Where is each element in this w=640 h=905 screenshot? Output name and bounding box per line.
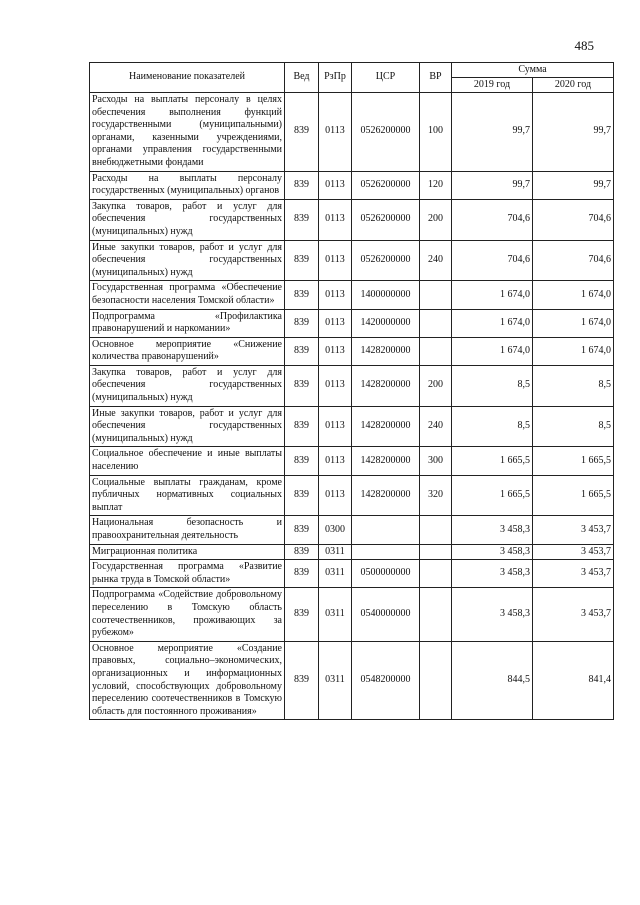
table-row <box>90 171 614 199</box>
cell-sum-2019: 8,5 <box>452 406 533 447</box>
cell-rzpr: 0113 <box>319 337 352 365</box>
cell-vr: 200 <box>420 365 452 406</box>
cell-ved: 839 <box>285 171 319 199</box>
cell-vr: 320 <box>420 475 452 516</box>
table-row <box>90 641 614 720</box>
table-row <box>90 281 614 309</box>
cell-ved: 839 <box>285 365 319 406</box>
cell-name: Иные закупки товаров, работ и услуг для обеспечения государственных (муниципальных) нужд <box>90 240 285 281</box>
cell-sum-2020: 704,6 <box>533 199 614 240</box>
cell-sum-2019: 3 458,3 <box>452 516 533 544</box>
cell-ved: 839 <box>285 93 319 172</box>
cell-rzpr: 0113 <box>319 365 352 406</box>
cell-rzpr: 0113 <box>319 240 352 281</box>
cell-sum-2020: 99,7 <box>533 93 614 172</box>
cell-vr <box>420 281 452 309</box>
table-row <box>90 309 614 337</box>
cell-csr: 1428200000 <box>352 337 420 365</box>
cell-ved: 839 <box>285 281 319 309</box>
cell-csr: 1428200000 <box>352 475 420 516</box>
cell-vr <box>420 516 452 544</box>
cell-vr <box>420 588 452 641</box>
cell-sum-2020: 1 665,5 <box>533 475 614 516</box>
cell-sum-2020: 3 453,7 <box>533 516 614 544</box>
cell-name: Основное мероприятие «Создание правовых, социально–экономических, организационных и информационных условий, способствующих добровольному переселению соотечественников в Томскую область для постоянного проживания» <box>90 641 285 720</box>
cell-name: Государственная программа «Обеспечение безопасности населения Томской области» <box>90 281 285 309</box>
cell-sum-2019: 844,5 <box>452 641 533 720</box>
cell-ved: 839 <box>285 560 319 588</box>
cell-vr: 200 <box>420 199 452 240</box>
page-number: 485 <box>574 38 594 53</box>
cell-rzpr: 0113 <box>319 475 352 516</box>
cell-rzpr: 0113 <box>319 447 352 475</box>
cell-csr <box>352 516 420 544</box>
cell-vr: 300 <box>420 447 452 475</box>
cell-ved: 839 <box>285 309 319 337</box>
cell-csr: 0540000000 <box>352 588 420 641</box>
table-row <box>90 240 614 281</box>
cell-rzpr: 0113 <box>319 93 352 172</box>
table-row <box>90 588 614 641</box>
cell-sum-2019: 3 458,3 <box>452 544 533 560</box>
header-csr: ЦСР <box>352 63 420 93</box>
cell-vr <box>420 309 452 337</box>
cell-csr: 0526200000 <box>352 199 420 240</box>
cell-sum-2020: 8,5 <box>533 406 614 447</box>
header-vr: ВР <box>420 63 452 93</box>
cell-vr <box>420 544 452 560</box>
header-name: Наименование показателей <box>90 63 285 93</box>
header-2020: 2020 год <box>533 78 614 93</box>
header-rzpr: РзПр <box>319 63 352 93</box>
cell-sum-2020: 704,6 <box>533 240 614 281</box>
header-2019: 2019 год <box>452 78 533 93</box>
table-row <box>90 337 614 365</box>
cell-name: Социальное обеспечение и иные выплаты населению <box>90 447 285 475</box>
cell-ved: 839 <box>285 475 319 516</box>
cell-name: Социальные выплаты гражданам, кроме публичных нормативных социальных выплат <box>90 475 285 516</box>
cell-name: Расходы на выплаты персоналу в целях обеспечения выполнения функций государственными (муниципальными) органами, казенными учреждениями, органами управления государственными внебюджетными фондами <box>90 93 285 172</box>
cell-csr: 1420000000 <box>352 309 420 337</box>
cell-name: Закупка товаров, работ и услуг для обеспечения государственных (муниципальных) нужд <box>90 199 285 240</box>
cell-csr: 1400000000 <box>352 281 420 309</box>
cell-rzpr: 0113 <box>319 309 352 337</box>
cell-ved: 839 <box>285 337 319 365</box>
cell-sum-2020: 3 453,7 <box>533 560 614 588</box>
header-sum: Сумма <box>452 63 614 78</box>
cell-name: Подпрограмма «Содействие добровольному переселению в Томскую область соотечественников, проживающих за рубежом» <box>90 588 285 641</box>
cell-vr: 240 <box>420 240 452 281</box>
cell-ved: 839 <box>285 447 319 475</box>
table-header <box>90 63 614 93</box>
cell-rzpr: 0311 <box>319 641 352 720</box>
cell-sum-2020: 1 674,0 <box>533 337 614 365</box>
budget-table <box>89 62 614 720</box>
cell-name: Расходы на выплаты персоналу государственных (муниципальных) органов <box>90 171 285 199</box>
cell-csr <box>352 544 420 560</box>
cell-csr: 0526200000 <box>352 93 420 172</box>
cell-csr: 0500000000 <box>352 560 420 588</box>
cell-sum-2019: 99,7 <box>452 171 533 199</box>
cell-sum-2020: 3 453,7 <box>533 588 614 641</box>
table-body <box>90 93 614 720</box>
cell-vr: 240 <box>420 406 452 447</box>
cell-sum-2019: 1 665,5 <box>452 447 533 475</box>
cell-sum-2019: 704,6 <box>452 199 533 240</box>
cell-csr: 1428200000 <box>352 447 420 475</box>
table-row <box>90 406 614 447</box>
cell-csr: 0526200000 <box>352 171 420 199</box>
cell-rzpr: 0311 <box>319 544 352 560</box>
cell-name: Государственная программа «Развитие рынка труда в Томской области» <box>90 560 285 588</box>
cell-ved: 839 <box>285 641 319 720</box>
cell-sum-2020: 1 674,0 <box>533 281 614 309</box>
table-row <box>90 365 614 406</box>
cell-rzpr: 0113 <box>319 281 352 309</box>
cell-rzpr: 0311 <box>319 560 352 588</box>
cell-csr: 1428200000 <box>352 406 420 447</box>
cell-name: Национальная безопасность и правоохранительная деятельность <box>90 516 285 544</box>
cell-sum-2019: 3 458,3 <box>452 588 533 641</box>
cell-sum-2020: 1 665,5 <box>533 447 614 475</box>
cell-csr: 1428200000 <box>352 365 420 406</box>
cell-rzpr: 0311 <box>319 588 352 641</box>
cell-ved: 839 <box>285 406 319 447</box>
cell-ved: 839 <box>285 240 319 281</box>
cell-sum-2019: 1 665,5 <box>452 475 533 516</box>
cell-ved: 839 <box>285 516 319 544</box>
cell-name: Подпрограмма «Профилактика правонарушений и наркомании» <box>90 309 285 337</box>
header-ved: Вед <box>285 63 319 93</box>
cell-name: Основное мероприятие «Снижение количества правонарушений» <box>90 337 285 365</box>
table-row <box>90 516 614 544</box>
cell-sum-2020: 841,4 <box>533 641 614 720</box>
table-row <box>90 447 614 475</box>
table-row <box>90 199 614 240</box>
table-row <box>90 560 614 588</box>
cell-name: Иные закупки товаров, работ и услуг для обеспечения государственных (муниципальных) нужд <box>90 406 285 447</box>
cell-rzpr: 0113 <box>319 171 352 199</box>
cell-sum-2019: 704,6 <box>452 240 533 281</box>
cell-sum-2020: 3 453,7 <box>533 544 614 560</box>
cell-sum-2019: 1 674,0 <box>452 337 533 365</box>
table-row <box>90 475 614 516</box>
cell-sum-2019: 1 674,0 <box>452 309 533 337</box>
cell-rzpr: 0300 <box>319 516 352 544</box>
cell-ved: 839 <box>285 544 319 560</box>
cell-ved: 839 <box>285 199 319 240</box>
cell-name: Закупка товаров, работ и услуг для обеспечения государственных (муниципальных) нужд <box>90 365 285 406</box>
cell-ved: 839 <box>285 588 319 641</box>
cell-csr: 0526200000 <box>352 240 420 281</box>
table-row <box>90 93 614 172</box>
cell-csr: 0548200000 <box>352 641 420 720</box>
cell-vr <box>420 337 452 365</box>
cell-rzpr: 0113 <box>319 406 352 447</box>
cell-vr <box>420 560 452 588</box>
cell-name: Миграционная политика <box>90 544 285 560</box>
cell-sum-2019: 99,7 <box>452 93 533 172</box>
cell-sum-2020: 99,7 <box>533 171 614 199</box>
cell-vr <box>420 641 452 720</box>
cell-sum-2020: 1 674,0 <box>533 309 614 337</box>
cell-sum-2019: 1 674,0 <box>452 281 533 309</box>
cell-rzpr: 0113 <box>319 199 352 240</box>
cell-sum-2019: 3 458,3 <box>452 560 533 588</box>
cell-vr: 100 <box>420 93 452 172</box>
cell-vr: 120 <box>420 171 452 199</box>
cell-sum-2019: 8,5 <box>452 365 533 406</box>
table-row <box>90 544 614 560</box>
cell-sum-2020: 8,5 <box>533 365 614 406</box>
